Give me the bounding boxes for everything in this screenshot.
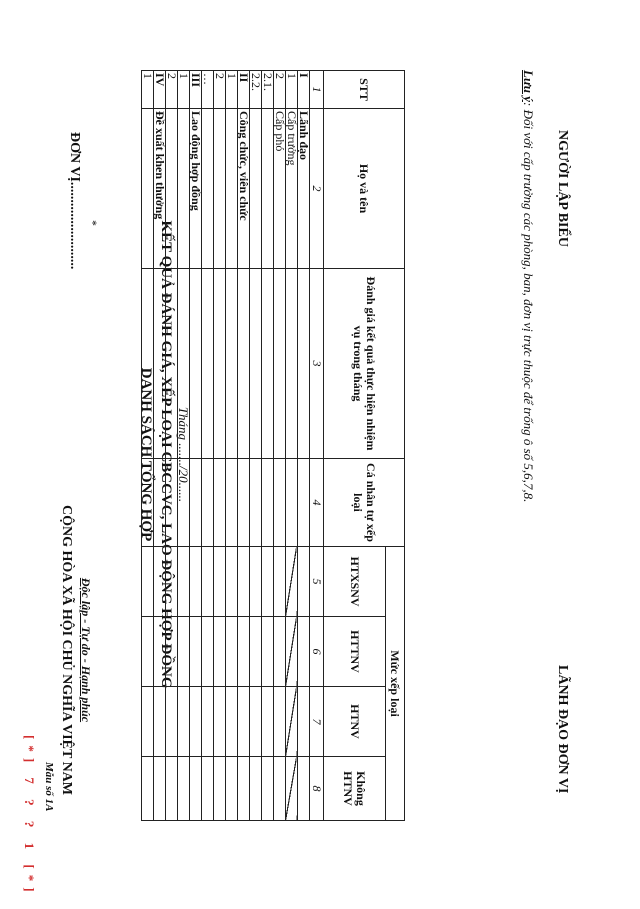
crossed-cell [286,687,298,757]
footnote [520,70,536,502]
row-stt: 2.2. [250,71,262,109]
table-row [214,71,226,821]
cell [214,757,226,821]
col-rank3-header: HTNV [324,687,386,757]
stamp-mark: [*] 7 ? ? 1 [*] [22,735,37,898]
cell [142,757,154,821]
cell [238,617,250,687]
cell [298,269,310,459]
row-name [262,109,274,269]
footnote-text: : Đối với cấp trưởng các phòng, ban, đơn vị trực thuộc để trống ô số 5,6,7,8. [521,101,536,503]
table-row [286,71,298,821]
row-name [250,109,262,269]
row-stt: IV [154,71,166,109]
row-name [214,109,226,269]
cell [202,547,214,617]
cell [190,757,202,821]
cell [166,617,178,687]
cell [142,547,154,617]
row-name: Công chức, viên chức [238,109,250,269]
row-stt: II [238,71,250,109]
cell [274,459,286,547]
cell [226,687,238,757]
cell [262,687,274,757]
cell [250,757,262,821]
cell [286,269,298,459]
row-stt: 1 [178,71,190,109]
cell [262,269,274,459]
row-stt: 2 [274,71,286,109]
cell [226,757,238,821]
unit-asterisk: * [86,220,100,226]
cell [190,687,202,757]
cell [214,617,226,687]
cell [286,459,298,547]
row-name [226,109,238,269]
row-stt: 2 [214,71,226,109]
table-row [238,71,250,821]
table-row [142,71,154,821]
table-row [274,71,286,821]
cell [274,757,286,821]
cell [154,617,166,687]
col-number: 3 [310,269,324,459]
cell [178,459,190,547]
cell [226,459,238,547]
cell [250,547,262,617]
cell [214,459,226,547]
crossed-cell [286,617,298,687]
row-stt: 1 [226,71,238,109]
cell [178,687,190,757]
signature-unit-leader: LÃNH ĐẠO ĐƠN VỊ [555,665,570,794]
cell [298,757,310,821]
cell [190,547,202,617]
crossed-cell [286,547,298,617]
table-row [250,71,262,821]
row-name: Cấp trưởng [286,109,298,269]
cell [178,269,190,459]
row-stt: 1 [286,71,298,109]
cell [250,687,262,757]
cell [202,687,214,757]
col-self-rank-header: Cá nhân tự xếp loại [324,459,405,547]
cell [298,547,310,617]
cell [202,269,214,459]
cell [274,547,286,617]
table-row [226,71,238,821]
row-name: Lao động hợp đồng [190,109,202,269]
row-stt: III [190,71,202,109]
crossed-cell [286,757,298,821]
table-row [166,71,178,821]
cell [274,687,286,757]
row-name: Lãnh đạo [298,109,310,269]
republic-motto: Độc lập - Tự do - Hạnh phúc [79,577,93,723]
cell [166,269,178,459]
summary-table [141,70,405,821]
cell [202,459,214,547]
cell [190,459,202,547]
col-rank2-header: HTTNV [324,617,386,687]
form-number: Mẫu số 1A [43,762,55,812]
cell [238,547,250,617]
cell [262,459,274,547]
header-row-1 [386,71,405,821]
cell [298,617,310,687]
col-evaluation-header: Đánh giá kết quả thực hiện nhiệm vụ trong tháng [324,269,405,459]
cell [166,757,178,821]
cell [178,547,190,617]
cell [238,687,250,757]
cell [142,269,154,459]
cell [238,269,250,459]
col-rank1-header: HTXSNV [324,547,386,617]
col-number: 1 [310,71,324,109]
row-stt: 1 [142,71,154,109]
cell [142,459,154,547]
cell [154,269,166,459]
col-number: 7 [310,687,324,757]
table-row [190,71,202,821]
cell [274,269,286,459]
cell [178,757,190,821]
cell [250,617,262,687]
cell [274,617,286,687]
row-name [178,109,190,269]
cell [154,757,166,821]
cell [166,687,178,757]
unit-label: ĐƠN VỊ......................... [67,132,82,270]
cell [190,617,202,687]
cell [298,459,310,547]
col-name-header: Họ và tên [324,109,405,269]
doc-title-3: Tháng ......./20...... [176,406,191,503]
cell [190,269,202,459]
cell [214,269,226,459]
cell [238,459,250,547]
cell [238,757,250,821]
col-number: 5 [310,547,324,617]
cell [214,687,226,757]
cell [250,269,262,459]
cell [178,617,190,687]
row-name [142,109,154,269]
column-number-row [310,71,324,821]
cell [142,687,154,757]
footnote-label: Lưu ý [521,70,536,102]
cell [166,547,178,617]
cell [262,617,274,687]
republic-title: CỘNG HÒA XÃ HỘI CHỦ NGHĨA VIỆT NAM [59,504,74,795]
col-number: 4 [310,459,324,547]
row-name: Đề xuất khen thưởng [154,109,166,269]
cell [298,687,310,757]
table-row [262,71,274,821]
row-stt: 2.1. [262,71,274,109]
table-row [202,71,214,821]
col-number: 6 [310,617,324,687]
cell [226,269,238,459]
cell [250,459,262,547]
cell [202,757,214,821]
col-number: 2 [310,109,324,269]
cell [226,547,238,617]
signature-preparer: NGƯỜI LẬP BIỂU [555,130,570,247]
row-stt: … [202,71,214,109]
cell [142,617,154,687]
table-row [298,71,310,821]
cell [166,459,178,547]
table-row [154,71,166,821]
row-name: Cấp phó [274,109,286,269]
cell [154,547,166,617]
row-stt: I [298,71,310,109]
col-number: 8 [310,757,324,821]
cell [262,757,274,821]
cell [262,547,274,617]
cell [202,617,214,687]
cell [214,547,226,617]
col-rank-group-header: Mức xếp loại [386,547,405,821]
col-stt-header: STT [324,71,405,109]
row-name [202,109,214,269]
doc-title-2: KẾT QUẢ ĐÁNH GIÁ, XẾP LOẠI CBCCVC, LAO ĐỘNG HỢP ĐỒNG [158,220,174,689]
cell [154,459,166,547]
col-rank4-header: Không HTNV [324,757,386,821]
cell [226,617,238,687]
table-row [178,71,190,821]
doc-title-1: DANH SÁCH TỔNG HỢP [138,367,154,542]
row-stt: 2 [166,71,178,109]
cell [154,687,166,757]
row-name [166,109,178,269]
